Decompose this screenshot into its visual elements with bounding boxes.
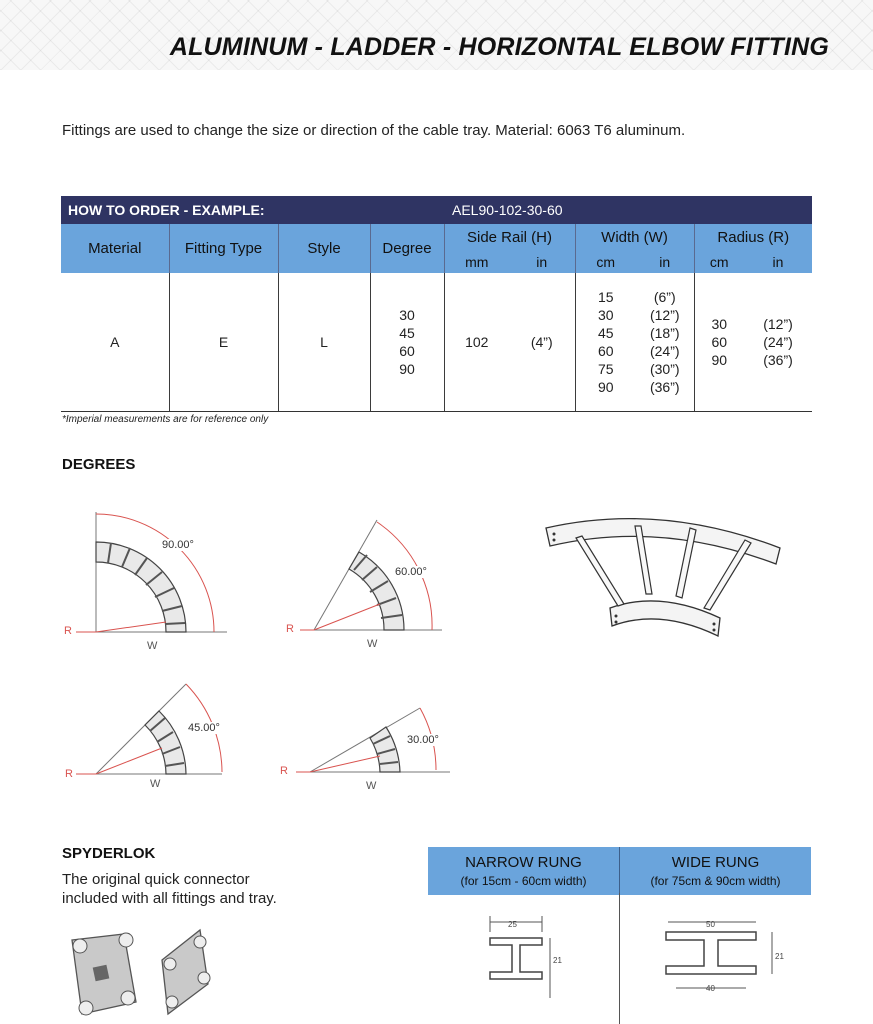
- imperial-note: *Imperial measurements are for reference only: [62, 414, 269, 425]
- radius-cm-option: 60: [711, 334, 728, 350]
- wide-width-dim: 50: [706, 920, 715, 929]
- w-label: W: [147, 640, 158, 652]
- r-label: R: [280, 765, 288, 777]
- wide-rung-title: WIDE RUNG: [671, 854, 760, 871]
- how-to-order-label: HOW TO ORDER - EXAMPLE:: [61, 196, 444, 224]
- wide-height-dim: 21: [775, 952, 784, 961]
- header-radius-cm: cm: [694, 251, 744, 273]
- degree-option: 45: [399, 325, 415, 341]
- ladder-elbow-illustration: [540, 508, 790, 648]
- order-table: [61, 196, 812, 412]
- intro-text: Fittings are used to change the size or direction of the cable tray. Material: 6063 T6 aluminum.: [62, 122, 686, 139]
- radius-in-option: (24”): [763, 334, 793, 350]
- wide-rung-profile: [660, 912, 790, 1012]
- header-material: Material: [61, 224, 169, 273]
- width-cm-option: 30: [597, 307, 614, 323]
- r-label: R: [286, 623, 294, 635]
- wide-rung-subtitle: (for 75cm & 90cm width): [650, 874, 781, 888]
- width-cm-option: 60: [597, 343, 614, 359]
- value-fitting-type: E: [169, 273, 278, 412]
- value-width-cm: [575, 273, 636, 412]
- spyderlok-connector-illustration: [66, 928, 226, 1020]
- spyderlok-heading: SPYDERLOK: [62, 845, 156, 862]
- spyderlok-line: included with all fittings and tray.: [62, 890, 277, 907]
- width-in-option: (12”): [649, 307, 680, 323]
- degree-option: 30: [399, 307, 415, 323]
- radius-cm-option: 90: [711, 352, 728, 368]
- width-in-option: (6”): [653, 289, 676, 305]
- narrow-rung-subtitle: (for 15cm - 60cm width): [460, 874, 587, 888]
- narrow-height-dim: 21: [553, 956, 562, 965]
- width-in-option: (36”): [649, 379, 680, 395]
- angle-label: 45.00°: [188, 722, 220, 734]
- width-cm-option: 15: [597, 289, 614, 305]
- diagram-90-degree: [62, 500, 232, 660]
- narrow-rung-title: NARROW RUNG: [465, 854, 582, 871]
- width-cm-option: 75: [597, 361, 614, 377]
- value-style: L: [278, 273, 370, 412]
- value-side-rail-in: (4”): [509, 273, 575, 412]
- wide-rung-header: [620, 847, 812, 895]
- angle-label: 60.00°: [395, 566, 427, 578]
- value-radius-cm: [694, 273, 744, 412]
- rung-header-table: [428, 847, 811, 895]
- spyderlok-line: The original quick connector: [62, 871, 250, 888]
- order-example-code: AEL90-102-30-60: [444, 196, 812, 224]
- rung-divider: [619, 893, 620, 1024]
- narrow-rung-header: [428, 847, 620, 895]
- header-side-rail: Side Rail (H): [444, 224, 575, 251]
- degrees-heading: DEGREES: [62, 456, 136, 473]
- w-label: W: [150, 778, 161, 790]
- value-material: A: [61, 273, 169, 412]
- header-degree: Degree: [370, 224, 444, 273]
- header-width-in: in: [636, 251, 694, 273]
- r-label: R: [65, 768, 73, 780]
- page-title: ALUMINUM - LADDER - HORIZONTAL ELBOW FITTING: [169, 33, 829, 61]
- header-side-rail-in: in: [509, 251, 575, 273]
- diagram-30-degree: [280, 694, 460, 804]
- spyderlok-description: [62, 870, 277, 908]
- header-radius: Radius (R): [694, 224, 812, 251]
- value-side-rail-mm: 102: [444, 273, 509, 412]
- angle-label: 90.00°: [162, 539, 194, 551]
- header-style: Style: [278, 224, 370, 273]
- value-radius-in: [744, 273, 812, 412]
- order-heading-row: [61, 196, 812, 224]
- width-in-option: (24”): [649, 343, 680, 359]
- w-label: W: [367, 638, 378, 650]
- width-cm-option: 45: [597, 325, 614, 341]
- header-radius-in: in: [744, 251, 812, 273]
- value-degrees: [370, 273, 444, 412]
- radius-in-option: (12”): [763, 316, 793, 332]
- header-fitting-type: Fitting Type: [169, 224, 278, 273]
- diagram-45-degree: [62, 676, 232, 806]
- narrow-rung-profile: [470, 912, 570, 1012]
- width-in-option: (18”): [649, 325, 680, 341]
- wide-inner-dim: 40: [706, 984, 715, 993]
- value-width-in: [636, 273, 694, 412]
- degree-option: 90: [399, 361, 415, 377]
- header-width-cm: cm: [575, 251, 636, 273]
- diagram-60-degree: [282, 510, 452, 660]
- narrow-width-dim: 25: [508, 920, 517, 929]
- degree-option: 60: [399, 343, 415, 359]
- radius-cm-option: 30: [711, 316, 728, 332]
- width-cm-option: 90: [597, 379, 614, 395]
- width-in-option: (30”): [649, 361, 680, 377]
- header-side-rail-mm: mm: [444, 251, 509, 273]
- angle-label: 30.00°: [407, 734, 439, 746]
- radius-in-option: (36”): [763, 352, 793, 368]
- header-width: Width (W): [575, 224, 694, 251]
- r-label: R: [64, 625, 72, 637]
- w-label: W: [366, 780, 377, 792]
